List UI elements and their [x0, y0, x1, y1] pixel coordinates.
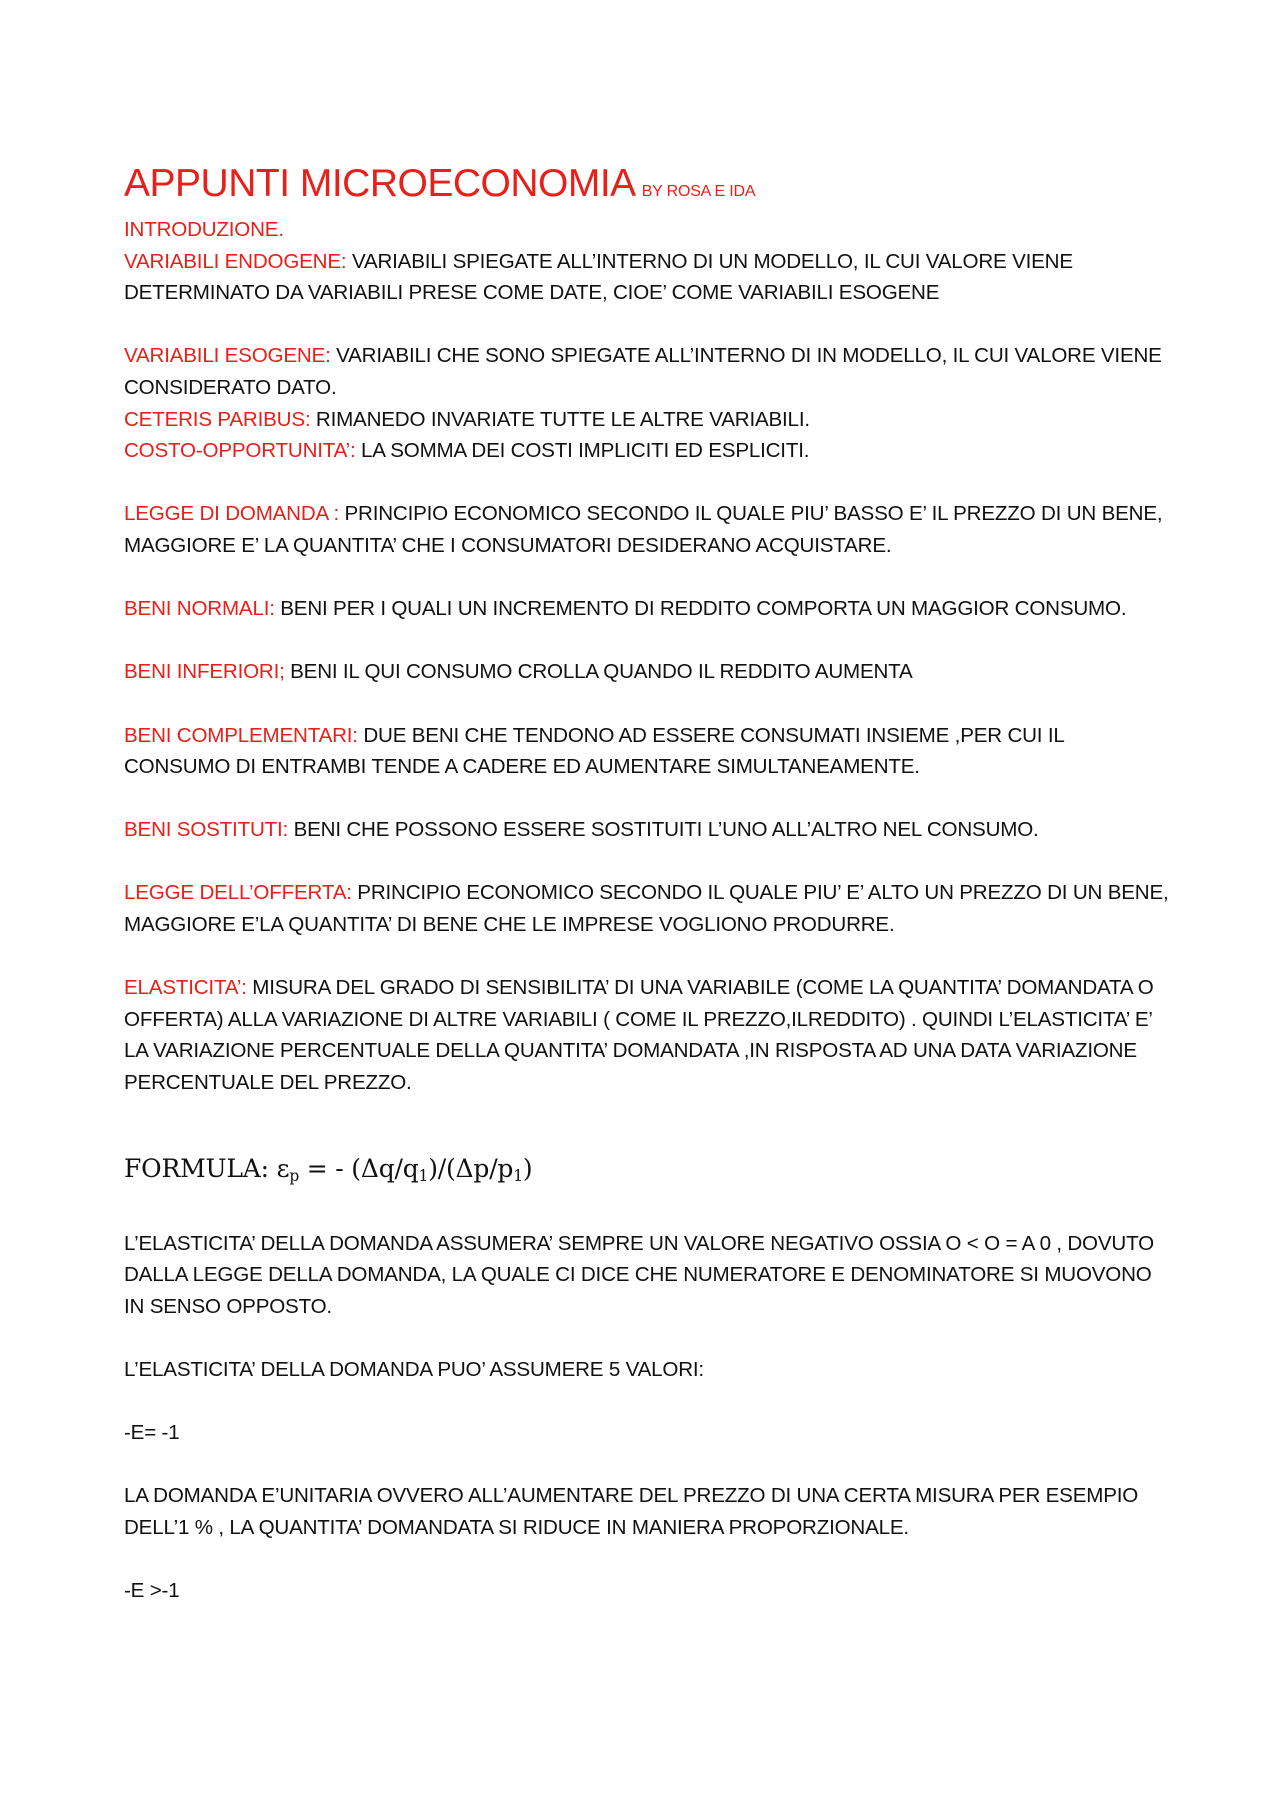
definition-beni-complementari — [124, 720, 1174, 783]
case-maggiore: -E >-1 — [124, 1579, 180, 1603]
document-page — [124, 162, 1174, 1607]
paragraph-valore-negativo: L’ELASTICITA’ DELLA DOMANDA ASSUMERA’ SEMPRE UN VALORE NEGATIVO OSSIA O < O = A 0 , DOVUTO DALLA LEGGE DELLA DOMANDA, LA QUALE CI DICE CHE NUMERATORE E DENOMINATORE SI MUOVONO IN SENSO OPPOSTO. — [124, 1231, 1154, 1318]
definition-endogene — [124, 246, 1174, 309]
document-title: APPUNTI MICROECONOMIA — [124, 162, 636, 205]
definition-beni-sostituti — [124, 814, 1174, 846]
formula-subscript: 1 — [418, 1166, 429, 1185]
section-heading: INTRODUZIONE. — [124, 218, 284, 241]
term-text: BENI IL QUI CONSUMO CROLLA QUANDO IL REDDITO AUMENTA — [284, 660, 913, 684]
term-text: RIMANEDO INVARIATE TUTTE LE ALTRE VARIABILI. — [310, 407, 810, 431]
term-label: BENI COMPLEMENTARI: — [124, 723, 358, 747]
title-line — [124, 162, 1174, 214]
elasticity-formula — [124, 1151, 1174, 1194]
formula-subscript: p — [289, 1166, 300, 1185]
term-label: BENI NORMALI: — [124, 597, 275, 621]
definition-legge-offerta — [124, 877, 1174, 940]
definition-legge-domanda — [124, 498, 1174, 561]
term-text: VARIABILI CHE SONO SPIEGATE ALL’INTERNO DI IN MODELLO, IL CUI VALORE VIENE CONSIDERATO DATO. — [124, 344, 1162, 399]
formula-label: FORMULA: — [124, 1153, 269, 1183]
term-label: LEGGE DELL’OFFERTA: — [124, 881, 352, 905]
definition-elasticita — [124, 972, 1174, 1098]
term-label: VARIABILI ESOGENE: — [124, 344, 331, 368]
formula-part: = - (Δq/q — [299, 1153, 419, 1183]
formula-part: ) — [522, 1153, 533, 1183]
definition-beni-normali — [124, 593, 1174, 625]
definition-costo-opportunita — [124, 435, 1174, 467]
term-label: COSTO-OPPORTUNITA’: — [124, 439, 356, 463]
term-text: BENI PER I QUALI UN INCREMENTO DI REDDITO COMPORTA UN MAGGIOR CONSUMO. — [274, 597, 1127, 621]
term-label: BENI SOSTITUTI: — [124, 818, 289, 842]
term-text: BENI CHE POSSONO ESSERE SOSTITUITI L’UNO ALL’ALTRO NEL CONSUMO. — [288, 818, 1039, 842]
formula-part: )/(Δp/p — [428, 1153, 514, 1183]
paragraph-cinque-valori: L’ELASTICITA’ DELLA DOMANDA PUO’ ASSUMERE 5 VALORI: — [124, 1357, 704, 1381]
case-unitaria: -E= -1 — [124, 1421, 180, 1445]
term-label: VARIABILI ENDOGENE: — [124, 249, 347, 273]
term-label: ELASTICITA’: — [124, 976, 247, 1000]
term-text: MISURA DEL GRADO DI SENSIBILITA’ DI UNA VARIABILE (COME LA QUANTITA’ DOMANDATA O OFFERTA) ALLA VARIAZIONE DI ALTRE VARIABILI ( COME IL PREZZO,ILREDDITO) . QUINDI L’ELASTICITA’ E’ LA VARIAZIONE PERCENTUALE DELLA QUANTITA’ DOMANDATA ,IN RISPOSTA AD UNA DATA VARIAZIONE PERCENTUALE DEL PREZZO. — [124, 976, 1154, 1095]
author-byline: BY ROSA E IDA — [641, 183, 756, 200]
term-text: DUE BENI CHE TENDONO AD ESSERE CONSUMATI INSIEME ,PER CUI IL CONSUMO DI ENTRAMBI TENDE A CADERE ED AUMENTARE SIMULTANEAMENTE. — [124, 723, 1064, 779]
term-label: BENI INFERIORI; — [124, 660, 285, 684]
term-label: LEGGE DI DOMANDA : — [124, 502, 339, 526]
formula-epsilon: ε — [276, 1153, 290, 1183]
term-text: PRINCIPIO ECONOMICO SECONDO IL QUALE PIU’ BASSO E’ IL PREZZO DI UN BENE, MAGGIORE E’ LA QUANTITA’ CHE I CONSUMATORI DESIDERANO ACQUISTARE. — [124, 502, 1163, 557]
term-text: LA SOMMA DEI COSTI IMPLICITI ED ESPLICITI. — [355, 439, 810, 463]
definition-beni-inferiori — [124, 656, 1174, 688]
definition-ceteris-paribus — [124, 404, 1174, 436]
formula-subscript: 1 — [513, 1166, 523, 1185]
paragraph-domanda-unitaria: LA DOMANDA E’UNITARIA OVVERO ALL’AUMENTARE DEL PREZZO DI UNA CERTA MISURA PER ESEMPIO DELL’1 % , LA QUANTITA’ DOMANDATA SI RIDUCE IN MANIERA PROPORZIONALE. — [124, 1484, 1139, 1539]
term-text: VARIABILI SPIEGATE ALL’INTERNO DI UN MODELLO, IL CUI VALORE VIENE DETERMINATO DA VARIABILI PRESE COME DATE, CIOE’ COME VARIABILI ESOGENE — [124, 249, 1073, 305]
definition-esogene — [124, 340, 1174, 403]
term-label: CETERIS PARIBUS: — [124, 407, 311, 431]
term-text: PRINCIPIO ECONOMICO SECONDO IL QUALE PIU’ E’ ALTO UN PREZZO DI UN BENE, MAGGIORE E’LA QUANTITA’ DI BENE CHE LE IMPRESE VOGLIONO PRODURRE. — [124, 881, 1169, 937]
